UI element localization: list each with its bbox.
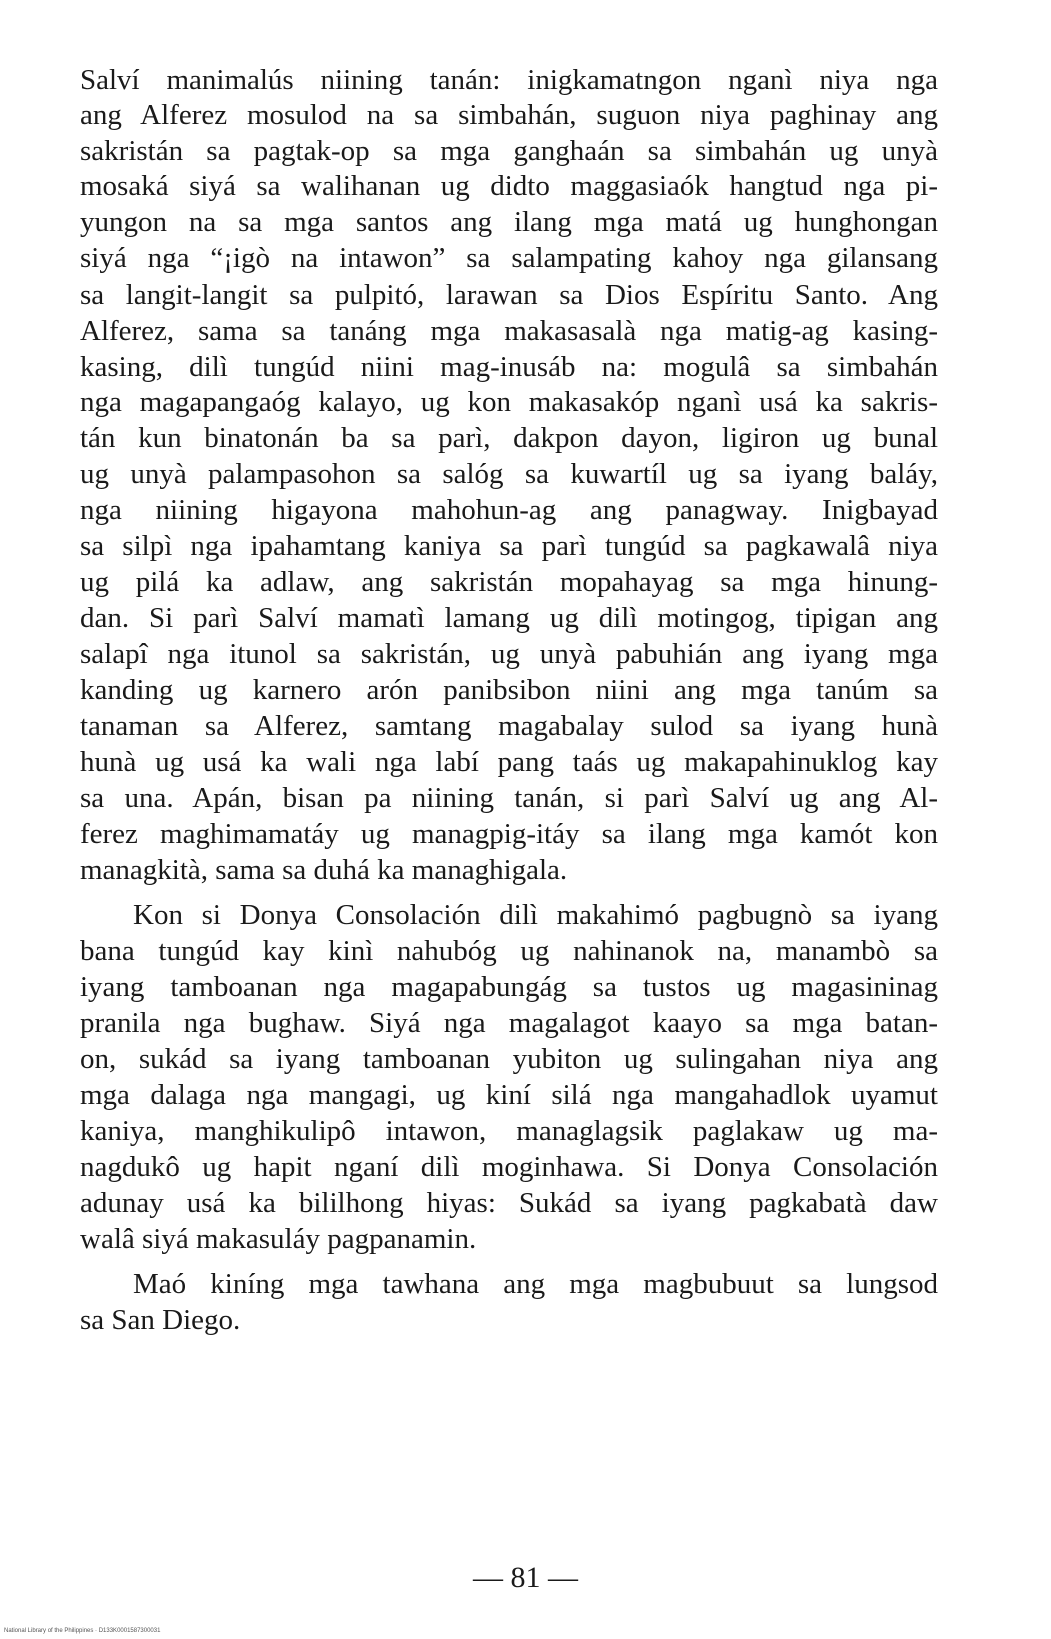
text-line: tanaman sa Alferez, samtang magabalay sulod sa iyang hunà (80, 710, 938, 742)
text-line: adunay usá ka bililhong hiyas: Sukád sa iyang pagkabatà daw (80, 1187, 938, 1219)
text-line: bana tungúd kay kinì nahubóg ug nahinanok na, manambò sa (80, 935, 938, 967)
text-line: pranila nga bughaw. Siyá nga magalagot kaayo sa mga batan- (80, 1007, 938, 1039)
text-line: mga dalaga nga mangagi, ug kiní silá nga mangahadlok uyamut (80, 1079, 938, 1111)
text-line: iyang tamboanan nga magapabungág sa tustos ug magasininag (80, 971, 938, 1003)
text-line: Maó kiníng mga tawhana ang mga magbubuut sa lungsod (133, 1268, 938, 1300)
text-line: sa silpì nga ipahamtang kaniya sa parì tungúd sa pagkawalâ niya (80, 530, 938, 562)
text-line: nagdukô ug hapit nganí dilì moginhawa. Si Donya Consolación (80, 1151, 938, 1183)
text-line: kasing, dilì tungúd niini mag-inusáb na: mogulâ sa simbahán (80, 351, 938, 383)
text-line: nga niining higayona mahohun-ag ang panagway. Inigbayad (80, 494, 938, 526)
text-line: ug pilá ka adlaw, ang sakristán mopahayag sa mga hinung- (80, 566, 938, 598)
text-line: nga magapangaóg kalayo, ug kon makasakóp nganì usá ka sakris- (80, 386, 938, 418)
text-line: salapî nga itunol sa sakristán, ug unyà pabuhián ang iyang mga (80, 638, 938, 670)
text-line: mosaká siyá sa walihanan ug didto maggasiaók hangtud nga pi- (80, 170, 938, 202)
text-line: kanding ug karnero arón panibsibon niini ang mga tanúm sa (80, 674, 938, 706)
text-line: sakristán sa pagtak-op sa mga ganghaán sa simbahán ug unyà (80, 135, 938, 167)
page-number: — 81 — (473, 1561, 578, 1594)
text-line: Alferez, sama sa tanáng mga makasasalà nga matig-ag kasing- (80, 315, 938, 347)
text-line: Kon si Donya Consolación dilì makahimó pagbugnò sa iyang (133, 899, 938, 931)
text-line: dan. Si parì Salví mamatì lamang ug dilì motingog, tipigan ang (80, 602, 938, 634)
text-line: on, sukád sa iyang tamboanan yubiton ug sulingahan niya ang (80, 1043, 938, 1075)
scan-footer-note: National Library of the Philippines · D133K0001587300031 (4, 1628, 161, 1634)
text-line: ferez maghimamatáy ug managpig-itáy sa ilang mga kamót kon (80, 818, 938, 850)
text-line: kaniya, manghikulipô intawon, managlagsik paglakaw ug ma- (80, 1115, 938, 1147)
text-line: sa San Diego. (80, 1304, 241, 1336)
text-line: siyá nga “¡igò na intawon” sa salampating kahoy nga gilansang (80, 242, 938, 274)
text-line: Salví manimalús niining tanán: inigkamatngon nganì niya nga (80, 64, 938, 96)
text-line: hunà ug usá ka wali nga labí pang taás ug makapahinuklog kay (80, 746, 938, 778)
text-line: walâ siyá makasuláy pagpanamin. (80, 1223, 477, 1255)
text-line: yungon na sa mga santos ang ilang mga matá ug hunghongan (80, 206, 938, 238)
text-line: tán kun binatonán ba sa parì, dakpon dayon, ligiron ug bunal (80, 422, 938, 454)
text-line: ug unyà palampasohon sa salóg sa kuwartíl ug sa iyang baláy, (80, 458, 938, 490)
text-line: sa una. Apán, bisan pa niining tanán, si parì Salví ug ang Al- (80, 782, 938, 814)
text-line: sa langit-langit sa pulpitó, larawan sa Dios Espíritu Santo. Ang (80, 279, 938, 311)
text-line: managkità, sama sa duhá ka managhigala. (80, 854, 568, 886)
text-line: ang Alferez mosulod na sa simbahán, suguon niya paghinay ang (80, 99, 938, 131)
